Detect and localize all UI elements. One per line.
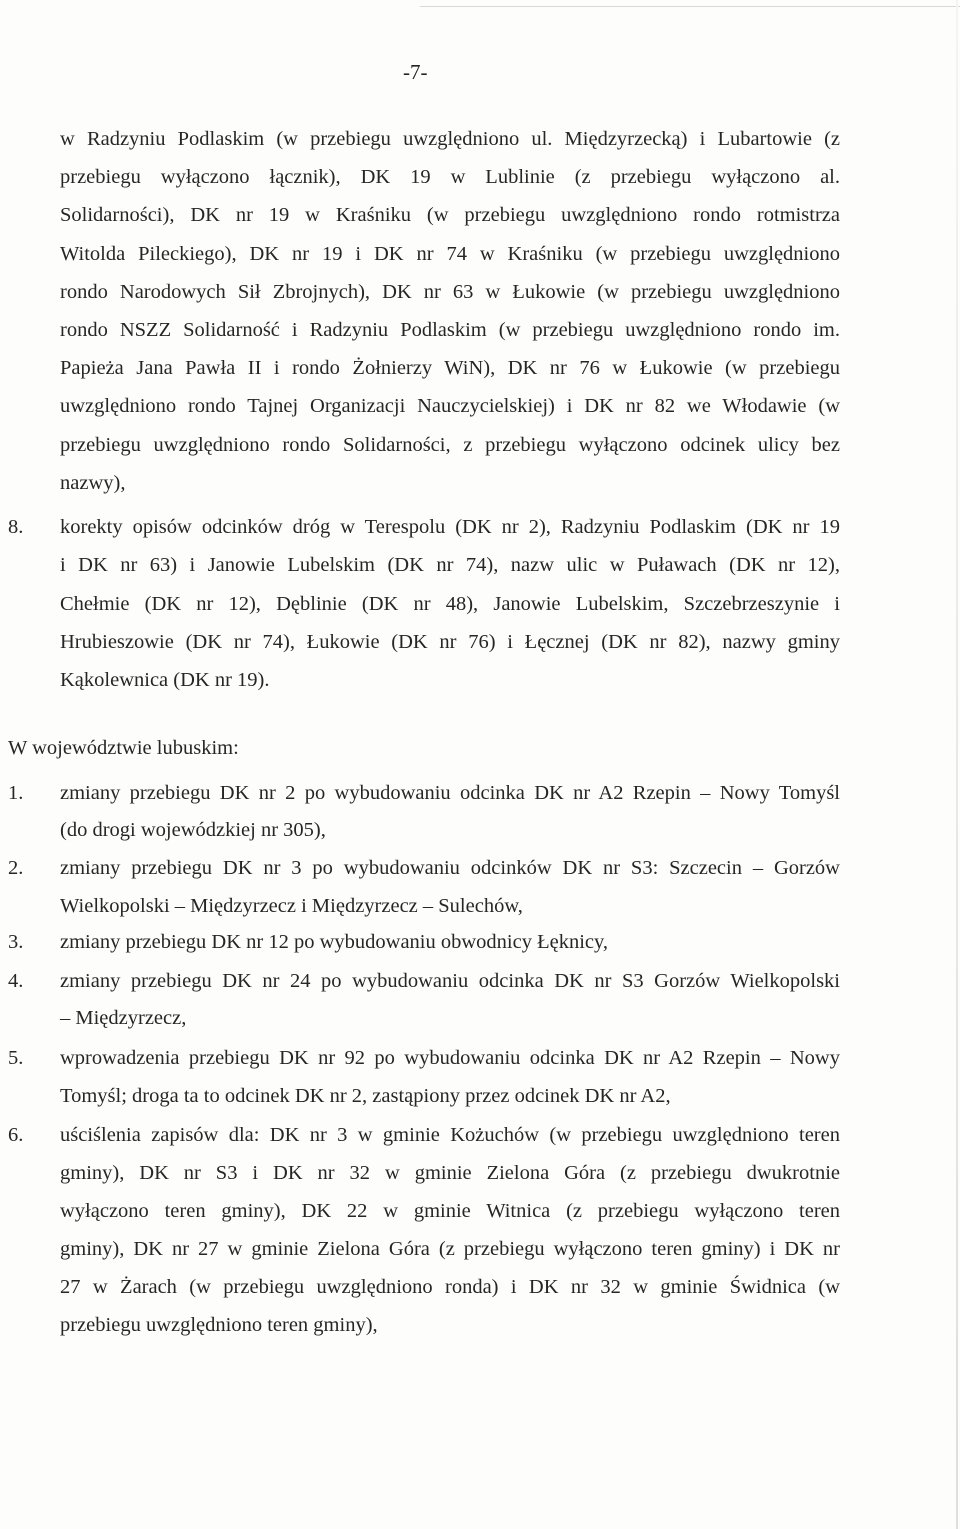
text-line: rondo Narodowych Sił Zbrojnych), DK nr 63 w Łukowie (w przebiegu uwzględniono — [60, 281, 840, 303]
text-line: Tomyśl; droga ta to odcinek DK nr 2, zastąpiony przez odcinek DK nr A2, — [60, 1085, 671, 1107]
text-line: uwzględniono rondo Tajnej Organizacji Nauczycielskiej) i DK nr 82 we Włodawie (w — [60, 395, 840, 417]
text-line: (do drogi wojewódzkiej nr 305), — [60, 819, 326, 841]
text-line: Hrubieszowie (DK nr 74), Łukowie (DK nr 76) i Łęcznej (DK nr 82), nazwy gminy — [60, 631, 840, 653]
text-line: przebiegu uwzględniono rondo Solidarności, z przebiegu wyłączono odcinek ulicy bez — [60, 434, 840, 456]
text-line: Chełmie (DK nr 12), Dęblinie (DK nr 48), Janowie Lubelskim, Szczebrzeszynie i — [60, 593, 840, 615]
text-line: wprowadzenia przebiegu DK nr 92 po wybudowaniu odcinka DK nr A2 Rzepin – Nowy — [60, 1047, 840, 1069]
text-line: przebiegu uwzględniono teren gminy), — [60, 1314, 378, 1336]
page-number: -7- — [403, 60, 428, 84]
list-item-number: 3. — [8, 931, 24, 953]
list-item-number: 5. — [8, 1047, 24, 1069]
text-line: zmiany przebiegu DK nr 24 po wybudowaniu odcinka DK nr S3 Gorzów Wielkopolski — [60, 970, 840, 992]
text-line: w Radzyniu Podlaskim (w przebiegu uwzględniono ul. Międzyrzecką) i Lubartowie (z — [60, 128, 840, 150]
list-item-number: 8. — [8, 516, 24, 538]
list-item-number: 6. — [8, 1124, 24, 1146]
scan-edge-line — [420, 6, 960, 7]
text-line: Solidarności), DK nr 19 w Kraśniku (w przebiegu uwzględniono rondo rotmistrza — [60, 204, 840, 226]
text-line: zmiany przebiegu DK nr 2 po wybudowaniu odcinka DK nr A2 Rzepin – Nowy Tomyśl — [60, 782, 840, 804]
list-item-number: 1. — [8, 782, 24, 804]
text-line: – Międzyrzecz, — [60, 1007, 187, 1029]
text-line: i DK nr 63) i Janowie Lubelskim (DK nr 74), nazw ulic w Puławach (DK nr 12), — [60, 554, 840, 576]
text-line: przebiegu wyłączono łącznik), DK 19 w Lublinie (z przebiegu wyłączono al. — [60, 166, 840, 188]
list-item-number: 2. — [8, 857, 24, 879]
text-line: Witolda Pileckiego), DK nr 19 i DK nr 74 w Kraśniku (w przebiegu uwzględniono — [60, 243, 840, 265]
text-line: zmiany przebiegu DK nr 3 po wybudowaniu odcinków DK nr S3: Szczecin – Gorzów — [60, 857, 840, 879]
text-line: rondo NSZZ Solidarność i Radzyniu Podlaskim (w przebiegu uwzględniono rondo im. — [60, 319, 840, 341]
text-line: Kąkolewnica (DK nr 19). — [60, 669, 270, 691]
heading-text: W województwie lubuskim: — [8, 737, 239, 759]
text-line: gminy), DK nr S3 i DK nr 32 w gminie Zielona Góra (z przebiegu dwukrotnie — [60, 1162, 840, 1184]
text-line: Papieża Jana Pawła II i rondo Żołnierzy WiN), DK nr 76 w Łukowie (w przebiegu — [60, 357, 840, 379]
text-line: gminy), DK nr 27 w gminie Zielona Góra (z przebiegu wyłączono teren gminy) i DK nr — [60, 1238, 840, 1260]
text-line: zmiany przebiegu DK nr 12 po wybudowaniu obwodnicy Łęknicy, — [60, 931, 609, 953]
text-line: 27 w Żarach (w przebiegu uwzględniono ronda) i DK nr 32 w gminie Świdnica (w — [60, 1276, 840, 1298]
text-line: korekty opisów odcinków dróg w Terespolu (DK nr 2), Radzyniu Podlaskim (DK nr 19 — [60, 516, 840, 538]
text-line: wyłączono teren gminy), DK 22 w gminie Witnica (z przebiegu wyłączono teren — [60, 1200, 840, 1222]
text-line: nazwy), — [60, 472, 126, 494]
list-item-number: 4. — [8, 970, 24, 992]
scan-edge-shadow — [956, 0, 958, 1529]
text-line: Wielkopolski – Międzyrzecz i Międzyrzecz – Sulechów, — [60, 895, 523, 917]
text-line: uściślenia zapisów dla: DK nr 3 w gminie Kożuchów (w przebiegu uwzględniono teren — [60, 1124, 840, 1146]
